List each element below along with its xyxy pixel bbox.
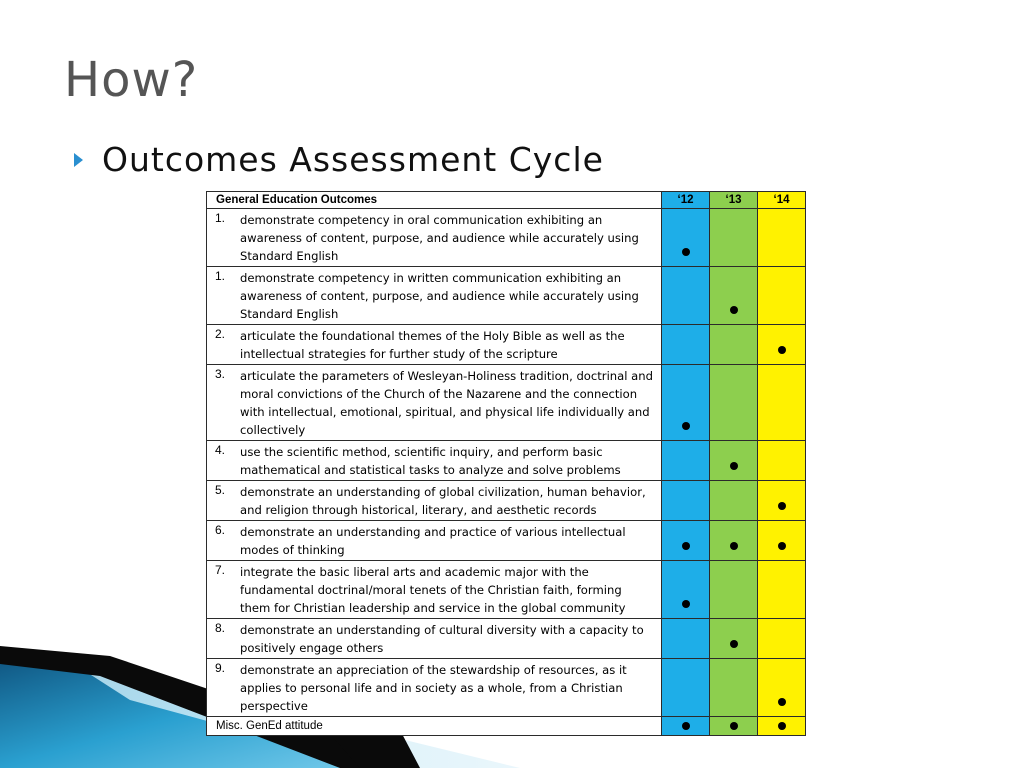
assessment-dot-icon (730, 640, 738, 648)
year-cell-13 (710, 267, 758, 325)
assessment-dot-icon (778, 346, 786, 354)
outcome-text: use the scientific method, scientific inquiry, and perform basic mathematical and statistical tasks to analyze and solve problems (240, 445, 621, 477)
outcome-cell (207, 619, 662, 659)
assessment-dot-icon (682, 422, 690, 430)
year-cell-13 (710, 441, 758, 481)
assessment-dot-icon (778, 698, 786, 706)
outcome-cell (207, 521, 662, 561)
assessment-dot-icon (730, 722, 738, 730)
year-cell-14 (758, 209, 806, 267)
year-cell-13 (710, 481, 758, 521)
outcome-text: demonstrate an understanding of cultural diversity with a capacity to positively engage others (240, 623, 644, 655)
year-cell-13 (710, 521, 758, 561)
table-row (207, 365, 806, 441)
year-cell-14 (758, 717, 806, 736)
year-cell-14 (758, 267, 806, 325)
outcome-number: 3. (215, 367, 226, 381)
slide-title: How? (64, 52, 199, 108)
year-cell-12 (662, 365, 710, 441)
outcome-text: demonstrate competency in written communication exhibiting an awareness of content, purpose, and audience while accurately using Standard English (240, 271, 639, 321)
outcome-number: 8. (215, 621, 226, 635)
table-row (207, 325, 806, 365)
year-cell-14 (758, 659, 806, 717)
assessment-dot-icon (730, 462, 738, 470)
outcome-number: 2. (215, 327, 226, 341)
outcome-cell (207, 365, 662, 441)
year-cell-13 (710, 209, 758, 267)
year-cell-14 (758, 325, 806, 365)
outcome-number: 7. (215, 563, 226, 577)
outcome-number: 5. (215, 483, 226, 497)
year-cell-13 (710, 365, 758, 441)
table-row (207, 209, 806, 267)
outcome-text: articulate the foundational themes of the Holy Bible as well as the intellectual strategies for further study of the scripture (240, 329, 625, 361)
assessment-dot-icon (730, 542, 738, 550)
outcome-text: demonstrate an appreciation of the stewardship of resources, as it applies to personal life and in society as a whole, from a Christian perspective (240, 663, 627, 713)
outcome-cell (207, 561, 662, 619)
outcome-number: 1. (215, 211, 226, 225)
table-row (207, 441, 806, 481)
assessment-dot-icon (778, 542, 786, 550)
header-year-14: ‘14 (758, 192, 806, 209)
outcome-cell (207, 209, 662, 267)
year-cell-13 (710, 561, 758, 619)
year-cell-12 (662, 325, 710, 365)
table-row-misc (207, 717, 806, 736)
outcome-number: 6. (215, 523, 226, 537)
misc-label: Misc. GenEd attitude (207, 717, 662, 736)
table-row (207, 619, 806, 659)
outcome-cell (207, 267, 662, 325)
header-year-13: ‘13 (710, 192, 758, 209)
outcome-number: 4. (215, 443, 226, 457)
header-year-12: ‘12 (662, 192, 710, 209)
year-cell-12 (662, 619, 710, 659)
year-cell-13 (710, 659, 758, 717)
table-row (207, 659, 806, 717)
outcome-cell (207, 325, 662, 365)
assessment-dot-icon (682, 248, 690, 256)
year-cell-13 (710, 619, 758, 659)
outcome-text: integrate the basic liberal arts and academic major with the fundamental doctrinal/moral tenets of the Christian faith, forming them for Christian leadership and service in the global community (240, 565, 626, 615)
year-cell-12 (662, 481, 710, 521)
table-row (207, 521, 806, 561)
year-cell-12 (662, 267, 710, 325)
outcome-number: 1. (215, 269, 226, 283)
assessment-dot-icon (682, 600, 690, 608)
year-cell-14 (758, 561, 806, 619)
year-cell-12 (662, 209, 710, 267)
outcome-text: demonstrate competency in oral communication exhibiting an awareness of content, purpose, and audience while accurately using Standard English (240, 213, 639, 263)
assessment-dot-icon (682, 722, 690, 730)
outcome-text: articulate the parameters of Wesleyan-Holiness tradition, doctrinal and moral convictions of the Church of the Nazarene and the connection with intellectual, emotional, spiritual, and physical life individually and collectively (240, 369, 653, 437)
outcome-cell (207, 441, 662, 481)
year-cell-13 (710, 325, 758, 365)
outcome-cell (207, 481, 662, 521)
assessment-dot-icon (778, 722, 786, 730)
year-cell-12 (662, 659, 710, 717)
bullet-arrow-icon (74, 153, 83, 167)
outcomes-table (206, 191, 806, 736)
year-cell-14 (758, 521, 806, 561)
bullet-text: Outcomes Assessment Cycle (102, 140, 604, 179)
year-cell-14 (758, 481, 806, 521)
assessment-dot-icon (730, 306, 738, 314)
assessment-dot-icon (778, 502, 786, 510)
table-header-row (207, 192, 806, 209)
year-cell-12 (662, 717, 710, 736)
year-cell-12 (662, 521, 710, 561)
outcome-number: 9. (215, 661, 226, 675)
table-row (207, 267, 806, 325)
outcome-text: demonstrate an understanding and practice of various intellectual modes of thinking (240, 525, 626, 557)
header-outcomes: General Education Outcomes (207, 192, 662, 209)
year-cell-13 (710, 717, 758, 736)
year-cell-14 (758, 365, 806, 441)
year-cell-12 (662, 441, 710, 481)
year-cell-14 (758, 441, 806, 481)
table-row (207, 481, 806, 521)
outcome-cell (207, 659, 662, 717)
assessment-dot-icon (682, 542, 690, 550)
year-cell-14 (758, 619, 806, 659)
outcome-text: demonstrate an understanding of global civilization, human behavior, and religion through historical, literary, and aesthetic records (240, 485, 646, 517)
table-row (207, 561, 806, 619)
year-cell-12 (662, 561, 710, 619)
